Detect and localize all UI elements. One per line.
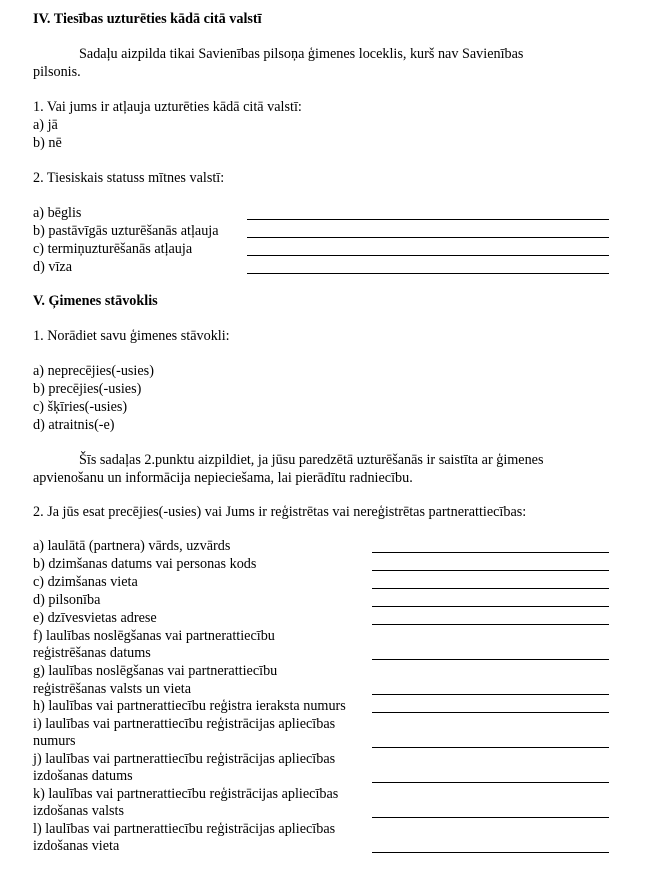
registry-entry-number-answer-line[interactable] — [372, 712, 609, 713]
partner-citizenship-label: d) pilsonība — [33, 592, 101, 608]
certificate-number-answer-line[interactable] — [372, 747, 609, 748]
partner-name-answer-line[interactable] — [372, 552, 609, 553]
family-reunification-note-line-2: apvienošanu un informācija nepieciešama, lai pierādītu radniecību. — [33, 470, 413, 486]
legal-status-visa-answer-line[interactable] — [247, 273, 609, 274]
marriage-place-label: g) laulības noslēgšanas vai partnerattiecību — [33, 663, 278, 679]
partner-birth-place-label: c) dzimšanas vieta — [33, 574, 138, 590]
partner-birth-date-answer-line[interactable] — [372, 570, 609, 571]
section-4-intro-line-1: Sadaļu aizpilda tikai Savienības pilsoņa ģimenes loceklis, kurš nav Savienības — [79, 46, 524, 62]
legal-status-option-visa: d) vīza — [33, 259, 72, 275]
certificate-issue-date-answer-line[interactable] — [372, 782, 609, 783]
certificate-number-label-cont: numurs — [33, 733, 76, 749]
marital-status-option-single[interactable]: a) neprecējies(-usies) — [33, 363, 154, 379]
residence-permit-option-yes[interactable]: a) jā — [33, 117, 58, 133]
legal-status-refugee-answer-line[interactable] — [247, 219, 609, 220]
legal-status-option-temporary: c) termiņuzturēšanās atļauja — [33, 241, 193, 257]
certificate-issue-country-label: k) laulības vai partnerattiecību reģistrācijas apliecības — [33, 786, 339, 802]
registry-entry-number-label: h) laulības vai partnerattiecību reģistra ieraksta numurs — [33, 698, 346, 714]
certificate-issue-place-label-cont: izdošanas vieta — [33, 838, 120, 854]
section-4-intro — [33, 45, 605, 63]
legal-status-option-refugee: a) bēglis — [33, 205, 82, 221]
certificate-issue-country-label-cont: izdošanas valsts — [33, 803, 125, 819]
partner-details-question: 2. Ja jūs esat precējies(-usies) vai Jums ir reģistrētas vai nereģistrētas partnerattiecības: — [33, 504, 527, 520]
section-4-heading: IV. Tiesības uzturēties kādā citā valstī — [33, 11, 262, 27]
section-5-heading: V. Ģimenes stāvoklis — [33, 293, 158, 309]
certificate-issue-date-label: j) laulības vai partnerattiecību reģistrācijas apliecības — [33, 751, 336, 767]
certificate-issue-country-answer-line[interactable] — [372, 817, 609, 818]
legal-status-temporary-answer-line[interactable] — [247, 255, 609, 256]
certificate-issue-date-label-cont: izdošanas datums — [33, 768, 133, 784]
partner-citizenship-answer-line[interactable] — [372, 606, 609, 607]
partner-address-answer-line[interactable] — [372, 624, 609, 625]
section-4-intro-line-2: pilsonis. — [33, 64, 81, 80]
marriage-place-answer-line[interactable] — [372, 694, 609, 695]
residence-permit-option-no[interactable]: b) nē — [33, 135, 62, 151]
legal-status-question: 2. Tiesiskais statuss mītnes valstī: — [33, 170, 225, 186]
partner-address-label: e) dzīvesvietas adrese — [33, 610, 157, 626]
partner-name-label: a) laulātā (partnera) vārds, uzvārds — [33, 538, 231, 554]
partner-birth-place-answer-line[interactable] — [372, 588, 609, 589]
legal-status-option-permanent: b) pastāvīgās uzturēšanās atļauja — [33, 223, 219, 239]
marital-status-option-widowed[interactable]: d) atraitnis(-e) — [33, 417, 115, 433]
certificate-number-label: i) laulības vai partnerattiecību reģistrācijas apliecības — [33, 716, 336, 732]
marital-status-option-married[interactable]: b) precējies(-usies) — [33, 381, 142, 397]
marital-status-option-divorced[interactable]: c) šķīries(-usies) — [33, 399, 128, 415]
marriage-place-label-cont: reģistrēšanas valsts un vieta — [33, 681, 191, 697]
family-reunification-note — [33, 451, 605, 469]
partner-birth-date-label: b) dzimšanas datums vai personas kods — [33, 556, 257, 572]
marriage-date-label-cont: reģistrēšanas datums — [33, 645, 151, 661]
legal-status-permanent-answer-line[interactable] — [247, 237, 609, 238]
certificate-issue-place-label: l) laulības vai partnerattiecību reģistrācijas apliecības — [33, 821, 336, 837]
marriage-date-label: f) laulības noslēgšanas vai partnerattiecību — [33, 628, 275, 644]
marital-status-question: 1. Norādiet savu ģimenes stāvokli: — [33, 328, 230, 344]
certificate-issue-place-answer-line[interactable] — [372, 852, 609, 853]
family-reunification-note-line-1: Šīs sadaļas 2.punktu aizpildiet, ja jūsu paredzētā uzturēšanās ir saistīta ar ģimenes — [79, 452, 544, 468]
marriage-date-answer-line[interactable] — [372, 659, 609, 660]
residence-permit-question: 1. Vai jums ir atļauja uzturēties kādā citā valstī: — [33, 99, 302, 115]
